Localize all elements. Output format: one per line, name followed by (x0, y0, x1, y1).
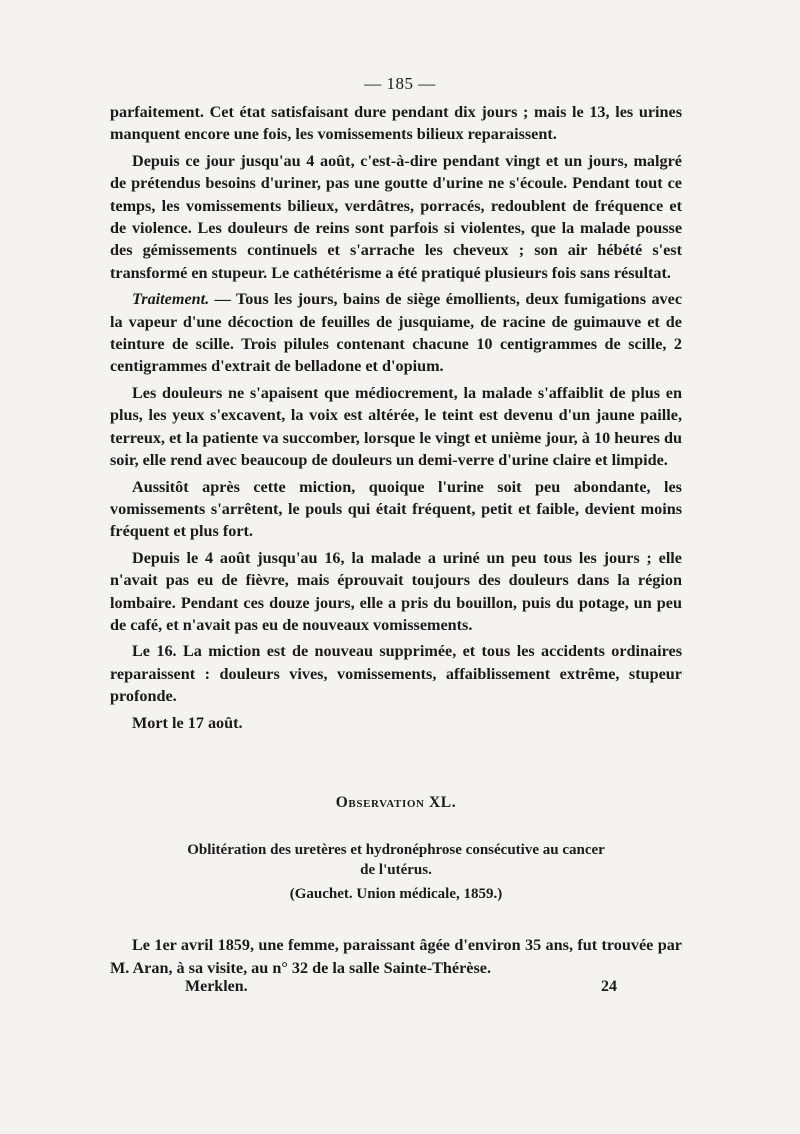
traitement-label: Traitement. (132, 290, 210, 309)
main-text (110, 101, 682, 734)
paragraph-2: Depuis ce jour jusqu'au 4 août, c'est-à-dire pendant vingt et un jours, malgré de prétendus besoins d'uriner, pas une goutte d'urine ne s'écoule. Pendant tout ce temps, les vomissements bilieux, verdâtres, porracés, redoublent de fréquence et de violence. Les douleurs de reins sont parfois si violentes, que la malade pousse des gémissements continuels et s'arrache les cheveux ; son air hébété s'est transformé en stupeur. Le cathétérisme a été pratiqué plusieurs fois sans résultat. (110, 151, 682, 282)
final-paragraph-block (110, 934, 682, 980)
observation-subtitle-line-2: de l'utérus. (360, 862, 432, 878)
paragraph-5: Aussitôt après cette miction, quoique l'urine soit peu abondante, les vomissements s'arrêtent, le pouls qui était fréquent, petit et faible, devient moins fréquent et plus fort. (110, 477, 682, 541)
paragraph-6: Depuis le 4 août jusqu'au 16, la malade a uriné un peu tous les jours ; elle n'avait pas eu de fièvre, mais éprouvait toujours des douleurs dans la région lombaire. Pendant ces douze jours, elle a pris du bouillon, puis du potage, un peu de café, et n'avait pas eu de nouveaux vomissements. (110, 548, 682, 634)
paragraph-1: parfaitement. Cet état satisfaisant dure pendant dix jours ; mais le 13, les urines manquent encore une fois, les vomissements bilieux reparaissent. (110, 103, 682, 144)
page-footer (185, 978, 617, 996)
traitement-text: — Tous les jours, bains de siège émollients, deux fumigations avec la vapeur d'une décoction de feuilles de jusquiame, de racine de guimauve et de teinture de scille. Trois pilules contenant chacune 10 centigrammes de scille, 2 centigrammes d'extrait de belladone et d'opium. (110, 290, 682, 376)
paragraph-4: Les douleurs ne s'apaisent que médiocrement, la malade s'affaiblit de plus en plus, les yeux s'excavent, la voix est altérée, le teint est devenu d'un jaune paille, terreux, et la patiente va succomber, lorsque le vingt et unième jour, à 10 heures du soir, elle rend avec beaucoup de douleurs un demi-verre d'urine claire et limpide. (110, 383, 682, 470)
footer-signature-mark: 24 (601, 978, 617, 995)
observation-subtitle (110, 840, 682, 880)
footer-author: Merklen. (185, 978, 248, 995)
observation-heading: Observation XL. (335, 794, 457, 811)
final-paragraph: Le 1er avril 1859, une femme, paraissant âgée d'environ 35 ans, fut trouvée par M. Aran, à sa visite, au n° 32 de la salle Sainte-Thérèse. (110, 936, 682, 977)
observation-subtitle-line-1: Oblitération des uretères et hydronéphrose consécutive au cancer (187, 842, 605, 858)
observation-source: (Gauchet. Union médicale, 1859.) (289, 886, 503, 902)
paragraph-traitement (110, 288, 682, 378)
paragraph-7: Le 16. La miction est de nouveau supprimée, et tous les accidents ordinaires reparaissent : douleurs vives, vomissements, affaiblissement extrême, stupeur profonde. (110, 642, 682, 706)
page-number: — 185 — (364, 74, 436, 93)
paragraph-mort: Mort le 17 août. (132, 713, 243, 732)
